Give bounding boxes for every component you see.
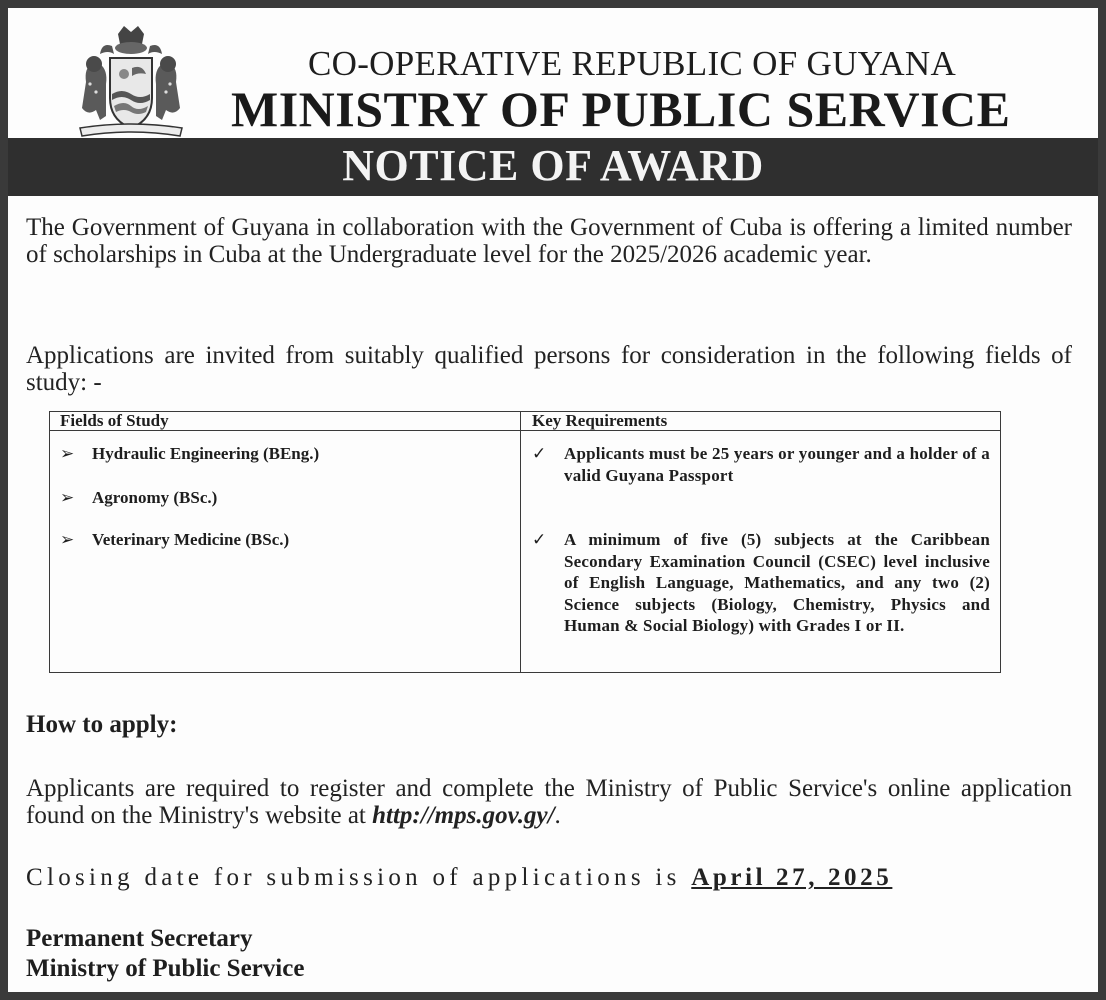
table-header-divider — [50, 430, 1000, 431]
field-item — [60, 487, 217, 508]
signatory-office: Ministry of Public Service — [26, 955, 305, 982]
arrow-bullet-icon: ➢ — [60, 444, 75, 463]
arrow-bullet-icon: ➢ — [60, 488, 75, 507]
signatory-title: Permanent Secretary — [26, 925, 253, 952]
requirement-item — [532, 529, 990, 637]
apply-text-end: . — [554, 802, 561, 829]
closing-text: Closing date for submission of applications is — [26, 864, 692, 891]
notice-title: NOTICE OF AWARD — [342, 141, 764, 190]
apply-paragraph — [26, 775, 1072, 829]
field-label: Veterinary Medicine (BSc.) — [92, 530, 290, 549]
field-label: Hydraulic Engineering (BEng.) — [92, 444, 320, 463]
field-item — [60, 443, 319, 464]
ministry-title: MINISTRY OF PUBLIC SERVICE — [231, 81, 1011, 137]
notice-banner — [8, 138, 1098, 196]
requirement-text: A minimum of five (5) subjects at the Caribbean Secondary Examination Council (CSEC) level inclusive of English Language, Mathematics, and any two (2) Science subjects (Biology, Chemistry, Physics and Human & Social Biology) with Grades I or II. — [564, 530, 990, 635]
apply-text: Applicants are required to register and complete the Ministry of Public Service's online application found on the Ministry's website at — [26, 775, 1072, 829]
country-title: CO-OPERATIVE REPUBLIC OF GUYANA — [308, 44, 957, 83]
table-column-divider — [520, 412, 521, 672]
how-to-apply-heading: How to apply: — [26, 711, 178, 738]
closing-date-line — [26, 864, 1076, 892]
check-bullet-icon: ✓ — [532, 530, 547, 549]
website-link[interactable]: http://mps.gov.gy/ — [372, 802, 555, 829]
invitation-paragraph: Applications are invited from suitably qualified persons for consideration in the following fields of study: - — [26, 342, 1072, 396]
field-label: Agronomy (BSc.) — [92, 488, 218, 507]
field-item — [60, 529, 289, 550]
fields-requirements-table — [49, 411, 1001, 673]
requirement-text: Applicants must be 25 years or younger and a holder of a valid Guyana Passport — [564, 444, 990, 485]
requirement-item — [532, 443, 990, 486]
header — [8, 8, 1098, 138]
table-header-requirements: Key Requirements — [532, 411, 668, 430]
closing-date: April 27, 2025 — [691, 864, 893, 891]
check-bullet-icon: ✓ — [532, 444, 547, 463]
arrow-bullet-icon: ➢ — [60, 530, 75, 549]
table-header-fields: Fields of Study — [60, 411, 169, 430]
intro-paragraph: The Government of Guyana in collaboration with the Government of Cuba is offering a limited number of scholarships in Cuba at the Undergraduate level for the 2025/2026 academic year. — [26, 214, 1072, 268]
coat-of-arms-icon — [72, 24, 190, 142]
